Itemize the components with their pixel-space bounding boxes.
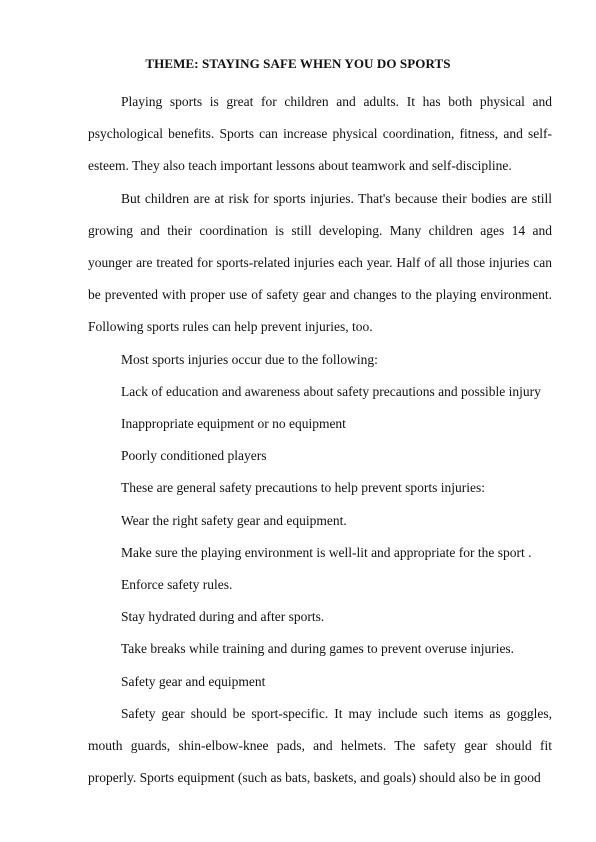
text-line-cause-education: Lack of education and awareness about safety precautions and possible injury [121,383,541,399]
text-line-precaution-environment: Make sure the playing environment is well-lit and appropriate for the sport . [121,544,532,560]
paragraph-benefits: Playing sports is great for children and adults. It has both physical and psychological benefits. Sports can increase physical coordination, fitness, and self-esteem. They also teach important lessons about teamwork and self-discipline. [88,94,552,174]
paragraph-injury-risk: But children are at risk for sports injuries. That's because their bodies are still growing and their coordination is still developing. Many children ages 14 and younger are treated for sports-related injuries each year. Half of all those injuries can be prevented with proper use of safety gear and changes to the playing environment. Following sports rules can help prevent injuries, too. [88,190,552,335]
text-line-precautions-intro: These are general safety precautions to help prevent sports injuries: [121,480,485,496]
document-title: THEME: STAYING SAFE WHEN YOU DO SPORTS [145,56,451,71]
text-line-cause-equipment: Inappropriate equipment or no equipment [121,416,346,432]
text-line-cause-conditioning: Poorly conditioned players [121,448,267,464]
document-body [88,86,552,794]
paragraph-safety-gear: Safety gear should be sport-specific. It may include such items as goggles, mouth guards, shin-elbow-knee pads, and helmets. The safety gear should fit properly. Sports equipment (such as bats, baskets, and goals) should also be in good [88,705,552,786]
text-line-precaution-hydration: Stay hydrated during and after sports. [121,609,325,625]
text-line-precaution-rules: Enforce safety rules. [121,577,233,593]
text-line-causes-intro: Most sports injuries occur due to the following: [121,351,378,367]
section-heading-safety-gear: Safety gear and equipment [121,673,266,689]
text-line-precaution-gear: Wear the right safety gear and equipment. [121,512,347,528]
text-line-precaution-breaks: Take breaks while training and during games to prevent overuse injuries. [121,641,515,657]
